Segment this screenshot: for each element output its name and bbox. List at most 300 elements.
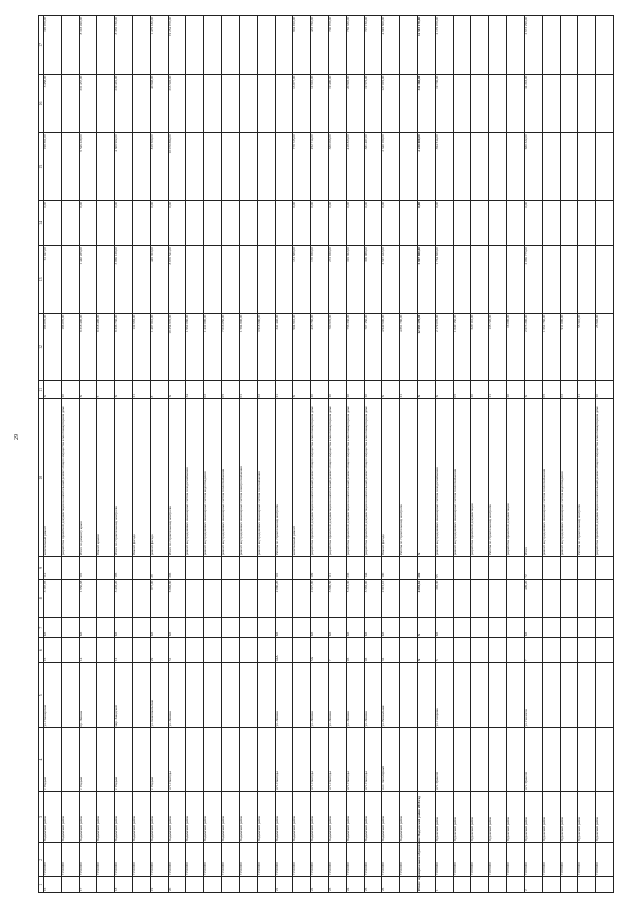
table-cell-col-5 bbox=[400, 663, 418, 728]
table-cell-col-11: 21 bbox=[133, 381, 151, 399]
table-cell-col-7: КН bbox=[328, 617, 346, 637]
table-cell-col-6 bbox=[61, 638, 79, 663]
table-cell-col-6: X bbox=[418, 638, 436, 663]
table-cell-col-17: 8 336 730,00 bbox=[115, 16, 133, 75]
table-cell-col-6 bbox=[293, 638, 311, 663]
table-cell-col-10: ремонт внутридомовых инженерных систем теплоснабжения bbox=[222, 399, 240, 557]
table-cell-col-6 bbox=[542, 638, 560, 663]
table-cell-col-15: 2 238 000,00 bbox=[418, 133, 436, 201]
table-cell-col-11: 21 bbox=[400, 381, 418, 399]
table-cell-col-2: 71510000 bbox=[222, 843, 240, 877]
table-cell-col-14 bbox=[239, 200, 257, 245]
table-cell-col-6 bbox=[222, 638, 240, 663]
table-cell-col-3: Пуровский район bbox=[453, 791, 471, 843]
table-cell-col-10: Ремонт крыши bbox=[97, 399, 115, 557]
table-cell-col-14: 0,00 bbox=[293, 200, 311, 245]
table-row bbox=[311, 16, 329, 893]
table-cell-col-17 bbox=[275, 16, 293, 75]
table-cell-col-5 bbox=[507, 663, 525, 728]
table-cell-col-12: 904 910,00 bbox=[293, 313, 311, 381]
table-cell-col-10: ремонт внутридомовых инженерных систем холодоснабжения bbox=[186, 399, 204, 557]
table-cell-col-17: 12 593 170,00 bbox=[418, 16, 436, 75]
table-cell-col-8: 3 565,00 bbox=[364, 579, 382, 617]
table-cell-col-3: Надымский район bbox=[239, 791, 257, 843]
table-cell-col-13 bbox=[489, 246, 507, 314]
table-cell-col-9: 236 bbox=[346, 557, 364, 580]
table-cell-col-9 bbox=[400, 557, 418, 580]
table-cell-col-12: 435 760,00 bbox=[311, 313, 329, 381]
table-cell-col-15 bbox=[275, 133, 293, 201]
table-cell-col-2: 71510000 bbox=[382, 843, 400, 877]
column-number-11: 11 bbox=[39, 381, 44, 399]
table-cell-col-12: 135 720,00 bbox=[489, 313, 507, 381]
table-cell-col-2: 71870000 bbox=[489, 843, 507, 877]
table-cell-col-16: 331 457,00 bbox=[79, 74, 97, 133]
table-cell-col-6: 32 bbox=[382, 638, 400, 663]
table-cell-col-5 bbox=[61, 663, 79, 728]
table-cell-col-15: 394 514,00 bbox=[435, 133, 453, 201]
table-cell-col-3: Надымский район bbox=[328, 791, 346, 843]
table-cell-col-15 bbox=[239, 133, 257, 201]
table-cell-col-15 bbox=[507, 133, 525, 201]
table-cell-col-6 bbox=[471, 638, 489, 663]
table-cell-col-10: ремонт внутридомовых инженерных систем газоснабжения bbox=[257, 399, 275, 557]
table-cell-col-13: 2 066 775,00 bbox=[524, 246, 542, 314]
table-cell-col-6: 45 bbox=[346, 638, 364, 663]
table-cell-col-10: Работы по строительному контролю bbox=[578, 399, 596, 557]
table-cell-col-11: X bbox=[293, 381, 311, 399]
table-cell-col-14: 0,00 bbox=[346, 200, 364, 245]
table-cell-col-7: КН bbox=[364, 617, 382, 637]
table-cell-col-5 bbox=[418, 663, 436, 728]
table-cell-col-14 bbox=[97, 200, 115, 245]
table-cell-col-17: 435 760,00 bbox=[311, 16, 329, 75]
table-cell-col-11: X bbox=[79, 381, 97, 399]
table-cell-col-9: 101 bbox=[275, 557, 293, 580]
table-cell-col-12: 196 070,00 bbox=[61, 313, 79, 381]
table-cell-col-1 bbox=[596, 877, 614, 893]
table-cell-col-15 bbox=[489, 133, 507, 201]
table-cell-col-7 bbox=[453, 617, 471, 637]
table-cell-col-4: г. Надым bbox=[115, 728, 133, 791]
table-cell-col-2: 71510000 bbox=[239, 843, 257, 877]
table-cell-col-4 bbox=[489, 728, 507, 791]
table-cell-col-9: 109 bbox=[311, 557, 329, 580]
table-cell-col-10: X bbox=[418, 399, 436, 557]
table-cell-col-5: ул. Ленина bbox=[168, 663, 186, 728]
table-row bbox=[43, 16, 61, 893]
table-cell-col-3: Пуровский район bbox=[507, 791, 525, 843]
table-cell-col-1 bbox=[489, 877, 507, 893]
table-cell-col-12: 341 440,00 bbox=[275, 313, 293, 381]
table-cell-col-7 bbox=[400, 617, 418, 637]
table-cell-col-16: 19 575,00 bbox=[364, 74, 382, 133]
table-cell-col-13 bbox=[133, 246, 151, 314]
table-cell-col-2: 71510000 bbox=[43, 843, 61, 877]
table-cell-col-16 bbox=[61, 74, 79, 133]
column-number-6: 6 bbox=[39, 638, 44, 663]
table-cell-col-17 bbox=[453, 16, 471, 75]
table-cell-col-9 bbox=[204, 557, 222, 580]
column-number-9: 9 bbox=[39, 557, 44, 580]
table-cell-col-17 bbox=[204, 16, 222, 75]
table-cell-col-8: 1 950,98 bbox=[79, 579, 97, 617]
table-cell-col-10: разработка проектной документации на капитальный ремонт общего имущества в многоквартирном доме bbox=[311, 399, 329, 557]
table-cell-col-1 bbox=[400, 877, 418, 893]
table-cell-col-8 bbox=[293, 579, 311, 617]
table-cell-col-16 bbox=[453, 74, 471, 133]
table-cell-col-10: разработка проектной документации на капитальный ремонт общего имущества в многоквартирном доме bbox=[596, 399, 614, 557]
table-cell-col-16: 3 458,00 bbox=[43, 74, 61, 133]
table-cell-col-6: 44А bbox=[275, 638, 293, 663]
table-cell-col-5: пр. Ленина bbox=[79, 663, 97, 728]
table-cell-col-9 bbox=[257, 557, 275, 580]
table-cell-col-4 bbox=[257, 728, 275, 791]
table-cell-col-3: Пуровский район bbox=[489, 791, 507, 843]
table-cell-col-15: 779 725,00 bbox=[293, 133, 311, 201]
table-cell-col-5 bbox=[578, 663, 596, 728]
table-cell-col-15: 381 487,00 bbox=[364, 133, 382, 201]
table-cell-col-9 bbox=[453, 557, 471, 580]
table-cell-col-13: 1 764 820,00 bbox=[435, 246, 453, 314]
table-cell-col-5: ул. Ленина bbox=[364, 663, 382, 728]
table-cell-col-17 bbox=[133, 16, 151, 75]
table-cell-col-2: 71510000 bbox=[311, 843, 329, 877]
table-cell-col-10: Итого по строительному контролю bbox=[115, 399, 133, 557]
table-cell-col-4: г. Надым bbox=[43, 728, 61, 791]
table-cell-col-11: X bbox=[382, 381, 400, 399]
table-cell-col-1 bbox=[257, 877, 275, 893]
table-cell-col-3: Надымский район bbox=[293, 791, 311, 843]
table-row bbox=[97, 16, 115, 893]
table-cell-col-8 bbox=[507, 579, 525, 617]
table-cell-col-5: ул. Ленина bbox=[275, 663, 293, 728]
column-number-17: 17 bbox=[39, 16, 44, 75]
table-row bbox=[150, 16, 168, 893]
table-cell-col-9: 185 bbox=[115, 557, 133, 580]
table-cell-col-16: 12 610,00 bbox=[311, 74, 329, 133]
table-cell-col-13 bbox=[507, 246, 525, 314]
table-cell-col-7 bbox=[471, 617, 489, 637]
table-cell-col-12: 55 510,00 bbox=[578, 313, 596, 381]
table-cell-col-9 bbox=[293, 557, 311, 580]
table-cell-col-15 bbox=[186, 133, 204, 201]
table-cell-col-14: 0,00 bbox=[382, 200, 400, 245]
table-cell-col-2: 71510000 bbox=[115, 843, 133, 877]
table-cell-col-4 bbox=[61, 728, 79, 791]
table-cell-col-12: 1 049 150,00 bbox=[453, 313, 471, 381]
table-cell-col-1 bbox=[542, 877, 560, 893]
table-cell-col-8: 2 080,20 bbox=[275, 579, 293, 617]
table-cell-col-8 bbox=[133, 579, 151, 617]
table-cell-col-15: 418 823,00 bbox=[346, 133, 364, 201]
table-cell-col-14: 0,00 bbox=[43, 200, 61, 245]
table-cell-col-8 bbox=[471, 579, 489, 617]
table-cell-col-11: 20 bbox=[61, 381, 79, 399]
table-cell-col-5 bbox=[204, 663, 222, 728]
table-cell-col-14 bbox=[133, 200, 151, 245]
table-cell-col-8 bbox=[453, 579, 471, 617]
table-cell-col-13: 449 363,00 bbox=[150, 246, 168, 314]
table-cell-col-14 bbox=[453, 200, 471, 245]
table-cell-col-12: 4 861 780,00 bbox=[400, 313, 418, 381]
table-body bbox=[43, 16, 613, 893]
table-cell-col-10: ремонт внутридомовых инженерных систем холодоснабжения bbox=[435, 399, 453, 557]
table-cell-col-3: Надымский район bbox=[43, 791, 61, 843]
table-cell-col-7 bbox=[507, 617, 525, 637]
table-row bbox=[222, 16, 240, 893]
table-cell-col-3: Надымский район bbox=[222, 791, 240, 843]
table-cell-col-10: ремонт внутридомовых инженерных систем теплоснабжения bbox=[542, 399, 560, 557]
table-cell-col-10: разработка проектной документации bbox=[507, 399, 525, 557]
table-cell-col-16 bbox=[596, 74, 614, 133]
table-cell-col-8: 877,00 bbox=[150, 579, 168, 617]
table-cell-col-11: 20 bbox=[346, 381, 364, 399]
table-cell-col-6 bbox=[578, 638, 596, 663]
table-cell-col-12: 1 662 760,00 bbox=[542, 313, 560, 381]
table-cell-col-14: 0,00 bbox=[115, 200, 133, 245]
table-cell-col-17 bbox=[596, 16, 614, 75]
table-cell-col-12: 132 665,00 bbox=[133, 313, 151, 381]
table-cell-col-13 bbox=[257, 246, 275, 314]
table-cell-col-17: 756 330,00 bbox=[346, 16, 364, 75]
table-cell-col-7: КН bbox=[43, 617, 61, 637]
table-cell-col-5 bbox=[222, 663, 240, 728]
table-cell-col-3: Надымский район bbox=[311, 791, 329, 843]
table-cell-col-5: ул. Геологов bbox=[524, 663, 542, 728]
table-cell-col-2: 71510000 bbox=[275, 843, 293, 877]
table-cell-col-13 bbox=[204, 246, 222, 314]
table-cell-col-16: 19 490,00 bbox=[328, 74, 346, 133]
table-cell-col-3: Надымский район bbox=[346, 791, 364, 843]
table-cell-col-3: Пуровский район bbox=[578, 791, 596, 843]
table-cell-col-15: 252 714,00 bbox=[311, 133, 329, 201]
table-cell-col-2: 71510000 bbox=[204, 843, 222, 877]
table-cell-col-10: Работы по строительному контролю bbox=[489, 399, 507, 557]
table-cell-col-6: 7 bbox=[524, 638, 542, 663]
table-cell-col-7 bbox=[239, 617, 257, 637]
table-cell-col-17 bbox=[222, 16, 240, 75]
column-number-2: 2 bbox=[39, 843, 44, 877]
table-cell-col-15 bbox=[97, 133, 115, 201]
table-cell-col-7 bbox=[97, 617, 115, 637]
table-cell-col-14 bbox=[400, 200, 418, 245]
table-cell-col-7: КН bbox=[382, 617, 400, 637]
table-cell-col-4: пгт. Пангоды bbox=[311, 728, 329, 791]
table-row bbox=[435, 16, 453, 893]
table-cell-col-15 bbox=[222, 133, 240, 201]
table-cell-col-4 bbox=[97, 728, 115, 791]
table-cell-col-7: КН bbox=[115, 617, 133, 637]
table-cell-col-9 bbox=[578, 557, 596, 580]
table-cell-col-6: 16 bbox=[43, 638, 61, 663]
table-cell-col-10: Итого по строительному контролю bbox=[168, 399, 186, 557]
table-cell-col-4: пгт. Пангоды bbox=[328, 728, 346, 791]
table-cell-col-9 bbox=[97, 557, 115, 580]
table-cell-col-17 bbox=[507, 16, 525, 75]
table-cell-col-4: пгт. Пангоды bbox=[275, 728, 293, 791]
table-cell-col-8 bbox=[186, 579, 204, 617]
table-cell-col-16 bbox=[257, 74, 275, 133]
table-cell-col-5: ул. Пионерская bbox=[43, 663, 61, 728]
column-number-8: 8 bbox=[39, 579, 44, 617]
table-cell-col-5 bbox=[453, 663, 471, 728]
table-cell-col-1: 24 bbox=[346, 877, 364, 893]
table-cell-col-5 bbox=[596, 663, 614, 728]
table-cell-col-2: 71510000 bbox=[79, 843, 97, 877]
table-cell-col-17 bbox=[471, 16, 489, 75]
table-cell-col-3: Пуровский район bbox=[560, 791, 578, 843]
table-cell-col-1 bbox=[239, 877, 257, 893]
table-cell-col-8: 3 986,50 bbox=[328, 579, 346, 617]
table-cell-col-3: Надымский район bbox=[364, 791, 382, 843]
table-cell-col-15: 6 546 229,00 bbox=[79, 133, 97, 201]
table-cell-col-13 bbox=[542, 246, 560, 314]
table-cell-col-13 bbox=[453, 246, 471, 314]
table-cell-col-11: 05 bbox=[542, 381, 560, 399]
table-row bbox=[133, 16, 151, 893]
table-cell-col-2: 71870000 bbox=[524, 843, 542, 877]
table-cell-col-8: 3 435,20 bbox=[115, 579, 133, 617]
table-row bbox=[61, 16, 79, 893]
table-cell-col-4 bbox=[578, 728, 596, 791]
table-cell-col-11: 02 bbox=[257, 381, 275, 399]
capital-repair-register-table bbox=[38, 15, 614, 893]
table-cell-col-3: Надымский район bbox=[400, 791, 418, 843]
table-cell-col-2: 71870000 bbox=[507, 843, 525, 877]
table-cell-col-11: 03 bbox=[560, 381, 578, 399]
table-cell-col-6 bbox=[596, 638, 614, 663]
table-cell-col-7: КН bbox=[311, 617, 329, 637]
table-cell-col-12: 629 110,00 bbox=[471, 313, 489, 381]
table-cell-col-9: 111 bbox=[328, 557, 346, 580]
table-cell-col-7: КН bbox=[524, 617, 542, 637]
table-cell-col-1: 1 bbox=[435, 877, 453, 893]
table-cell-col-8 bbox=[400, 579, 418, 617]
table-cell-col-15: 198 361,00 bbox=[43, 133, 61, 201]
table-cell-col-4 bbox=[471, 728, 489, 791]
table-cell-col-6 bbox=[133, 638, 151, 663]
table-row bbox=[560, 16, 578, 893]
table-row bbox=[275, 16, 293, 893]
column-number-4: 4 bbox=[39, 728, 44, 791]
table-cell-col-10: Ремонт фасада bbox=[133, 399, 151, 557]
table-cell-col-7: X bbox=[418, 617, 436, 637]
table-cell-col-11: 20 bbox=[311, 381, 329, 399]
table-cell-col-17: 707 150,00 bbox=[364, 16, 382, 75]
table-cell-col-16: 313 545,00 bbox=[168, 74, 186, 133]
table-cell-col-13 bbox=[471, 246, 489, 314]
table-cell-col-2: 71870000 bbox=[453, 843, 471, 877]
table-cell-col-4: пгт. Уренгой bbox=[524, 728, 542, 791]
table-cell-col-11: X bbox=[524, 381, 542, 399]
table-cell-col-17: 196 070,00 bbox=[43, 16, 61, 75]
table-cell-col-7 bbox=[257, 617, 275, 637]
table-cell-col-2: 71510000 bbox=[97, 843, 115, 877]
table-cell-col-2: 71510000 bbox=[168, 843, 186, 877]
table-cell-col-15 bbox=[400, 133, 418, 201]
table-cell-col-5 bbox=[560, 663, 578, 728]
table-cell-col-11: 21 bbox=[578, 381, 596, 399]
table-cell-col-7 bbox=[542, 617, 560, 637]
table-cell-col-7 bbox=[204, 617, 222, 637]
table-row bbox=[293, 16, 311, 893]
table-cell-col-14: 0,00 bbox=[150, 200, 168, 245]
table-cell-col-16 bbox=[400, 74, 418, 133]
table-row bbox=[186, 16, 204, 893]
table-cell-col-13: 61 047,00 bbox=[43, 246, 61, 314]
table-cell-col-10: Итого bbox=[524, 399, 542, 557]
table-cell-col-11: 05 bbox=[453, 381, 471, 399]
table-cell-col-4: пгт. Пангоды bbox=[364, 728, 382, 791]
table-row bbox=[578, 16, 596, 893]
column-number-16: 16 bbox=[39, 74, 44, 133]
table-cell-col-16: 20 945,00 bbox=[346, 74, 364, 133]
column-number-15: 15 bbox=[39, 133, 44, 201]
table-row bbox=[79, 16, 97, 893]
table-cell-col-6: 5 bbox=[435, 638, 453, 663]
table-cell-col-4 bbox=[418, 728, 436, 791]
table-cell-col-11: 05 bbox=[222, 381, 240, 399]
table-cell-col-6 bbox=[489, 638, 507, 663]
table-cell-col-11: 21 bbox=[489, 381, 507, 399]
table-row bbox=[257, 16, 275, 893]
table-cell-col-2: 71510000 bbox=[186, 843, 204, 877]
table-cell-col-12: 4 949 600,00 bbox=[382, 313, 400, 381]
table-cell-col-10: разработка проектной документации на капитальный ремонт общего имущества в многоквартирном доме bbox=[346, 399, 364, 557]
table-cell-col-12: 8 318 490,00 bbox=[97, 313, 115, 381]
table-cell-col-1 bbox=[133, 877, 151, 893]
table-cell-col-9 bbox=[186, 557, 204, 580]
table-cell-col-1: 20 bbox=[168, 877, 186, 893]
table-cell-col-8: 6 882,80 bbox=[168, 579, 186, 617]
table-cell-col-4 bbox=[239, 728, 257, 791]
table-cell-col-7 bbox=[560, 617, 578, 637]
table-cell-col-16: 40 948,00 bbox=[150, 74, 168, 133]
table-cell-col-17: 2 179 070,00 bbox=[435, 16, 453, 75]
table-cell-col-17 bbox=[257, 16, 275, 75]
table-cell-col-1: Итого: муниципальное образование Надымский район 2018 год bbox=[418, 877, 436, 893]
table-cell-col-7: КН bbox=[79, 617, 97, 637]
table-cell-col-12: 196 070,00 bbox=[43, 313, 61, 381]
table-cell-col-6 bbox=[239, 638, 257, 663]
table-cell-col-16 bbox=[204, 74, 222, 133]
table-cell-col-12: 16 090,00 bbox=[507, 313, 525, 381]
table-cell-col-3: Пуровский район bbox=[435, 791, 453, 843]
table-cell-col-6: 46 bbox=[364, 638, 382, 663]
table-cell-col-13 bbox=[239, 246, 257, 314]
table-cell-col-6: 14 bbox=[79, 638, 97, 663]
table-cell-col-2: 71870000 bbox=[560, 843, 578, 877]
table-cell-col-1 bbox=[204, 877, 222, 893]
table-cell-col-7: КН bbox=[150, 617, 168, 637]
table-cell-col-6 bbox=[204, 638, 222, 663]
table-cell-col-8 bbox=[204, 579, 222, 617]
table-cell-col-12: 1 962 080,00 bbox=[186, 313, 204, 381]
table-cell-col-2: 71510000 bbox=[346, 843, 364, 877]
table-cell-col-4: пгт. Пангоды bbox=[346, 728, 364, 791]
table-cell-col-10: разработка проектной документации bbox=[471, 399, 489, 557]
table-cell-col-5 bbox=[97, 663, 115, 728]
table-cell-col-8: 2 815,10 bbox=[382, 579, 400, 617]
column-number-1: 1 bbox=[39, 877, 44, 893]
table-cell-col-6 bbox=[560, 638, 578, 663]
table-cell-col-8: 4 855,62 bbox=[418, 579, 436, 617]
table-cell-col-8: 2 027,90 bbox=[311, 579, 329, 617]
table-cell-col-14: 0,00 bbox=[524, 200, 542, 245]
table-cell-col-3: Пуровский район bbox=[596, 791, 614, 843]
table-cell-col-2: 71870000 bbox=[435, 843, 453, 877]
